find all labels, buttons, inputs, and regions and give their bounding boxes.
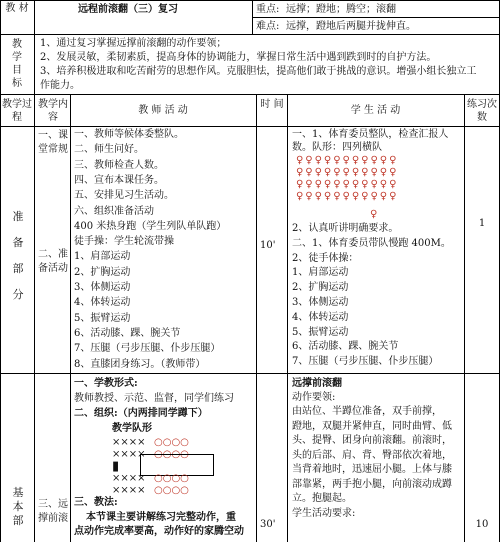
prep-teacher-line: 四、宣布本课任务。 [74,174,164,186]
basic-teacher-form: 一、学教形式: [74,378,138,389]
basic-student-line: 由站位、半蹲位准备，双手前撑， [292,406,442,417]
prep-teacher-line: 5、振臂运动 [74,312,131,324]
basic-student-line: 当背着地时，迅速屈小腿。上体与膝 [292,464,452,475]
basic-student-title: 远撑前滚翻 [292,378,342,389]
basic-content: 三、远撑前滚 [38,499,68,524]
prep-teacher-line: 7、压腿（弓步压腿、仆步压腿） [74,343,221,355]
key-points-label: 重点: [256,4,280,15]
student-x-group: ×××× [112,449,146,460]
col-student: 学 生 活 动 [350,105,401,116]
objective-3-cont: 作能力。 [40,80,80,91]
basic-time: 30' [260,519,276,530]
teacher-position-mark: ♀ [370,209,378,220]
prep-student-line: 5、振臂运动 [292,326,349,338]
student-o-group: ○○○○ [154,485,189,496]
objectives-label: 教 学 目 标 [12,39,22,89]
prep-stage-label: 准 备 部 分 [12,210,24,301]
basic-student-line: 学生活动要求: [292,507,356,519]
prep-teacher-line: 2、扩胸运动 [74,266,131,278]
prep-teacher-line: 徒手操：学生轮流带操 [74,236,174,248]
basic-student-line: 头的后部、肩、背、臀部依次着地， [292,449,452,461]
prep-time: 10' [260,240,276,251]
student-x-group: ×××× [112,437,146,448]
student-o-group: ○○○○ [154,473,189,484]
prep-teacher-line: 六、组织准备活动 [74,205,154,217]
key-points-text: 远撑；蹬地；腾空；滚翻 [286,4,396,15]
basic-teacher-organization: 二、组织:（内两排同学蹲下） [74,408,208,419]
basic-student-line: 部靠紧，两手抱小腿，向前滚动成蹲 [292,478,452,490]
prep-teacher-line: 6、活动膝、踝、腕关节 [74,327,181,339]
col-process: 教学过程 [2,99,32,123]
prep-times: 1 [478,218,486,229]
basic-stage-label: 基 本 部 [12,486,24,527]
basic-student-line: 立。抱腿起。 [292,493,352,504]
prep-teacher-line: 1、肩部运动 [74,251,131,263]
col-teacher: 教 师 活 动 [138,105,188,116]
prep-teacher-line: 五、安排见习生活动。 [74,190,174,202]
basic-teacher-method-label: 三、教法: [74,497,118,508]
prep-student-line: 2、扩胸运动 [292,282,349,294]
prep-student-1: 一、1、体育委员整队，检查汇报人 [292,129,449,140]
formation-title: 教学队形 [112,423,152,434]
col-time: 时 间 [260,99,284,110]
difficulty-label: 难点: [256,21,280,32]
objective-3: 3、培养积极进取和吃苦耐劳的思想作风。克服胆怯，提高他们敢于挑战的意识。增强小组长独立工 [40,66,477,77]
prep-student-line: 二、1、体育委员带队慢跑 400M。 [292,237,451,249]
prep-teacher-line: 三、教师检查人数。 [74,159,164,171]
teacher-figure-icon: ▮ [112,459,120,474]
student-o-group: ○○○○ [154,449,189,460]
prep-teacher-line: 8、直膝团身练习。（教师带） [74,358,206,370]
prep-student-line: 6、活动膝、踝、腕关节 [292,341,399,353]
student-o-group: ○○○○ [154,437,189,448]
formation-row: ♀♀♀♀♀♀♀♀♀♀♀ [296,167,399,178]
prep-student-line: 7、压腿（弓步压腿、仆步压腿） [292,356,439,368]
prep-teacher-line: 3、体侧运动 [74,282,131,293]
prep-student-line: 1、肩部运动 [292,267,349,279]
student-x-group: ×××× [112,473,146,484]
basic-teacher-method-2: 点动作完成率要高，动作好的家腾空动 [74,526,244,537]
prep-teacher-line: 二、师生问好。 [74,144,144,156]
prep-student-line: 3、体侧运动 [292,297,349,308]
formation-row: ♀♀♀♀♀♀♀♀♀♀♀ [296,155,399,166]
prep-student-2: 数。队形：四列横队 [292,142,382,153]
material-label: 教 材 [5,3,29,14]
basic-teacher-methods: 教师教授、示范、监督，同学们练习 [74,393,234,404]
prep-teacher-line: 一、教师等候体委整队。 [74,129,184,140]
basic-student-sub: 动作要领: [292,392,336,403]
objective-1: 1、通过复习掌握远撑前滚翻的动作要领； [40,38,227,49]
col-content: 教学内容 [38,99,68,123]
prep-teacher-line: 4、体转运动 [74,297,131,309]
prep-content-routine: 一、课堂常规 [38,130,68,155]
prep-teacher-line: 400 米热身跑（学生列队单队跑） [74,220,227,232]
col-times: 练习次数 [467,99,497,123]
objective-2: 2、发展灵敏，柔韧素质，提高身体的协调能力，掌握日常生活中遇到跌到时的自护方法。 [40,52,437,63]
student-x-group: ×××× [112,485,146,496]
basic-times: 10 [475,519,489,530]
basic-student-line: 蹬地，双腿并紧伸直，同时曲臂、低 [292,420,452,432]
prep-student-line: 4、体转运动 [292,311,349,323]
difficulty-text: 远撑，蹬地后两腿并拢伸直。 [286,21,416,32]
prep-student-line: 2、认真听讲明确要求。 [292,223,399,234]
basic-student-line: 头、提臀、团身向前滚翻。前滚时， [292,435,452,446]
formation-row: ♀♀♀♀♀♀♀♀♀♀♀ [296,191,399,202]
formation-row: ♀♀♀♀♀♀♀♀♀♀♀ [296,179,399,190]
basic-teacher-method-1: 本节课主要讲解练习完整动作，重 [86,512,236,523]
prep-student-line: 2、徒手体操： [292,252,359,264]
lesson-title: 远程前滚翻（三）复习 [78,4,178,15]
prep-content-warmup: 二、准备活动 [38,249,68,274]
